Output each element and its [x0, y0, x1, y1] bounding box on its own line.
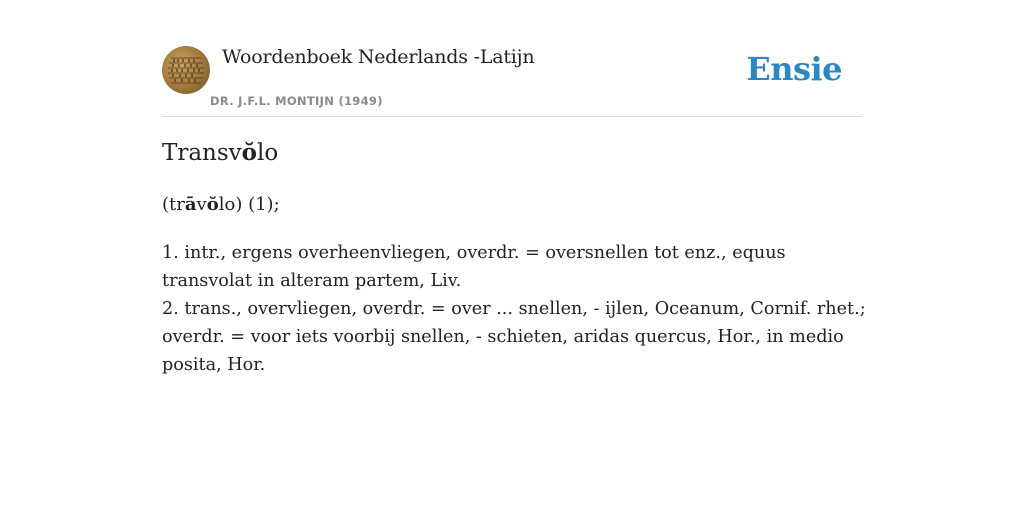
dictionary-header — [162, 46, 862, 117]
entry-title — [162, 139, 278, 166]
definition-1: 1. intr., ergens overheenvliegen, overdr. = oversnellen tot enz., equus transvolat in alteram partem, Liv. — [162, 243, 786, 291]
definitions — [162, 239, 866, 379]
pronunciation — [162, 194, 280, 215]
coin-logo-icon[interactable] — [162, 46, 210, 94]
pron-accent1: ā — [184, 194, 197, 215]
pron-part2: v — [196, 194, 207, 215]
definition-2: 2. trans., overvliegen, overdr. = over ... snellen, - ijlen, Oceanum, Cornif. rhet.; overdr. = voor iets voorbij snellen, - schieten, aridas quercus, Hor., in medio posita, Hor. — [162, 299, 866, 375]
title-accent: ŏ — [241, 139, 258, 166]
pron-part1: (tr — [162, 194, 185, 215]
book-title[interactable]: Woordenboek Nederlands -Latijn — [222, 46, 535, 68]
pron-part3: lo) (1); — [218, 194, 280, 215]
ensie-brand-link[interactable]: Ensie — [746, 50, 842, 88]
pron-accent2: ŏ — [206, 194, 219, 215]
title-prefix: Transv — [162, 140, 242, 166]
title-suffix: lo — [257, 140, 279, 166]
book-author: DR. J.F.L. MONTIJN (1949) — [210, 94, 383, 108]
